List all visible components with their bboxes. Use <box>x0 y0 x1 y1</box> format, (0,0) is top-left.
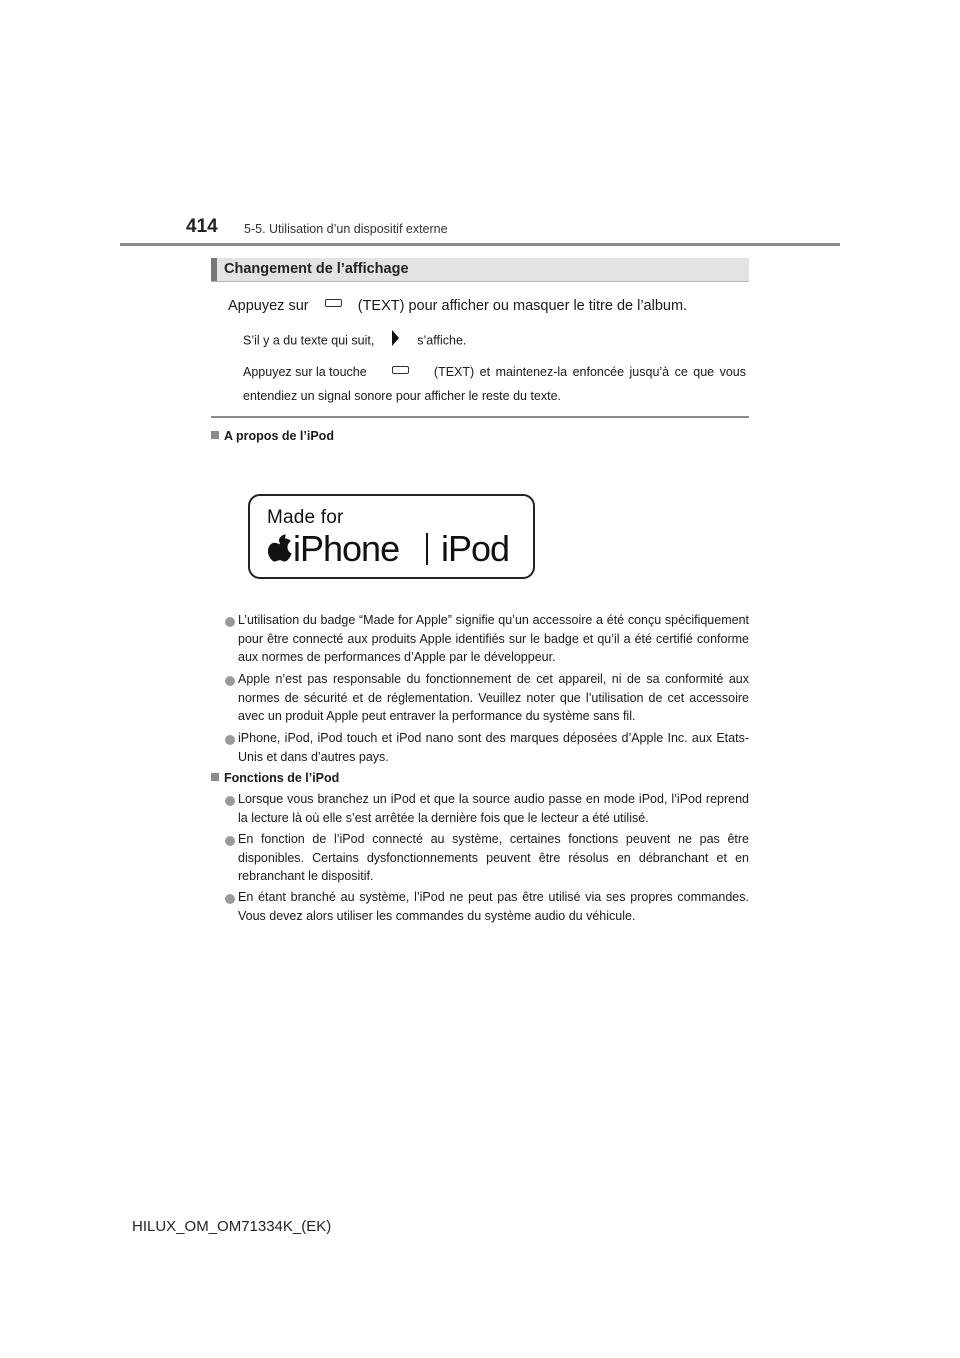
note-text-end: s’affiche. <box>417 333 467 348</box>
made-for-iphone-ipod-badge <box>248 494 535 579</box>
section-title: Changement de l’affichage <box>224 261 409 277</box>
ipod-about-title: A propos de l’iPod <box>224 429 334 443</box>
note-hold-button <box>243 364 746 404</box>
header-divider <box>120 243 840 246</box>
instruction-text-start: Appuyez sur <box>228 298 309 314</box>
ipod-about-heading <box>211 427 334 445</box>
more-text-arrow-icon <box>391 329 400 347</box>
square-bullet-icon <box>211 431 219 439</box>
note-more-text <box>243 332 466 350</box>
instruction-text-end: (TEXT) pour afficher ou masquer le titre de l’album. <box>357 298 688 314</box>
round-bullet-icon <box>225 617 235 627</box>
badge-separator <box>426 533 428 565</box>
badge-iphone: iPhone <box>293 528 400 569</box>
note2-text-mid: (TEXT) et maintenez-la enfoncée jusqu’à ce que vous <box>433 365 746 379</box>
badge-ipod: iPod <box>441 528 510 569</box>
round-bullet-icon <box>225 735 235 745</box>
section-divider <box>211 416 749 418</box>
badge-made-for: Made for <box>267 507 344 528</box>
note2-text-start: Appuyez sur la touche <box>243 365 367 379</box>
page-number: 414 <box>186 216 218 237</box>
section-accent <box>211 258 217 281</box>
round-bullet-icon <box>225 796 235 806</box>
button-icon <box>325 299 342 307</box>
ipod-functions-heading <box>211 769 339 787</box>
note-text-start: S’il y a du texte qui suit, <box>243 333 375 348</box>
round-bullet-icon <box>225 676 235 686</box>
square-bullet-icon <box>211 773 219 781</box>
about-bullet-1: L’utilisation du badge “Made for Apple” signifie qu’un accessoire a été conçu spécifiquement pour être connecté aux produits Apple identifiés sur le badge et qu’il a été certifié conforme aux normes de performances d’Apple par le développeur. <box>238 613 749 664</box>
round-bullet-icon <box>225 894 235 904</box>
ipod-functions-title: Fonctions de l’iPod <box>224 771 340 785</box>
section-breadcrumb: 5-5. Utilisation d’un dispositif externe <box>244 222 448 236</box>
document-code: HILUX_OM_OM71334K_(EK) <box>132 1218 332 1235</box>
functions-bullet-3: En étant branché au système, l’iPod ne peut pas être utilisé via ses propres commandes. Vous devez alors utiliser les commandes du système audio du véhicule. <box>238 890 749 923</box>
section-title-bar <box>211 258 749 282</box>
functions-bullet-1: Lorsque vous branchez un iPod et que la source audio passe en mode iPod, l’iPod reprend la lecture là où elle s’est arrêtée la dernière fois que le lecteur a été utilisé. <box>238 792 749 825</box>
round-bullet-icon <box>225 836 235 846</box>
note2-text-end: entendiez un signal sonore pour afficher le reste du texte. <box>243 389 562 403</box>
button-icon <box>392 366 409 374</box>
apple-logo-icon <box>268 534 292 562</box>
instruction-line <box>228 297 687 315</box>
functions-bullet-2: En fonction de l’iPod connecté au système, certaines fonctions peuvent ne pas être disponibles. Certains dysfonctionnements peuvent être résolus en débranchant et en rebranchant le dispositif. <box>238 832 749 883</box>
about-bullet-3: iPhone, iPod, iPod touch et iPod nano sont des marques déposées d’Apple Inc. aux Etats-Unis et dans d’autres pays. <box>238 731 749 764</box>
about-bullet-2: Apple n’est pas responsable du fonctionnement de cet appareil, ni de sa conformité aux normes de sécurité et de réglementation. Veuillez noter que l’utilisation de cet accessoire avec un produit Apple peut entraver la performance du système sans fil. <box>238 672 749 723</box>
